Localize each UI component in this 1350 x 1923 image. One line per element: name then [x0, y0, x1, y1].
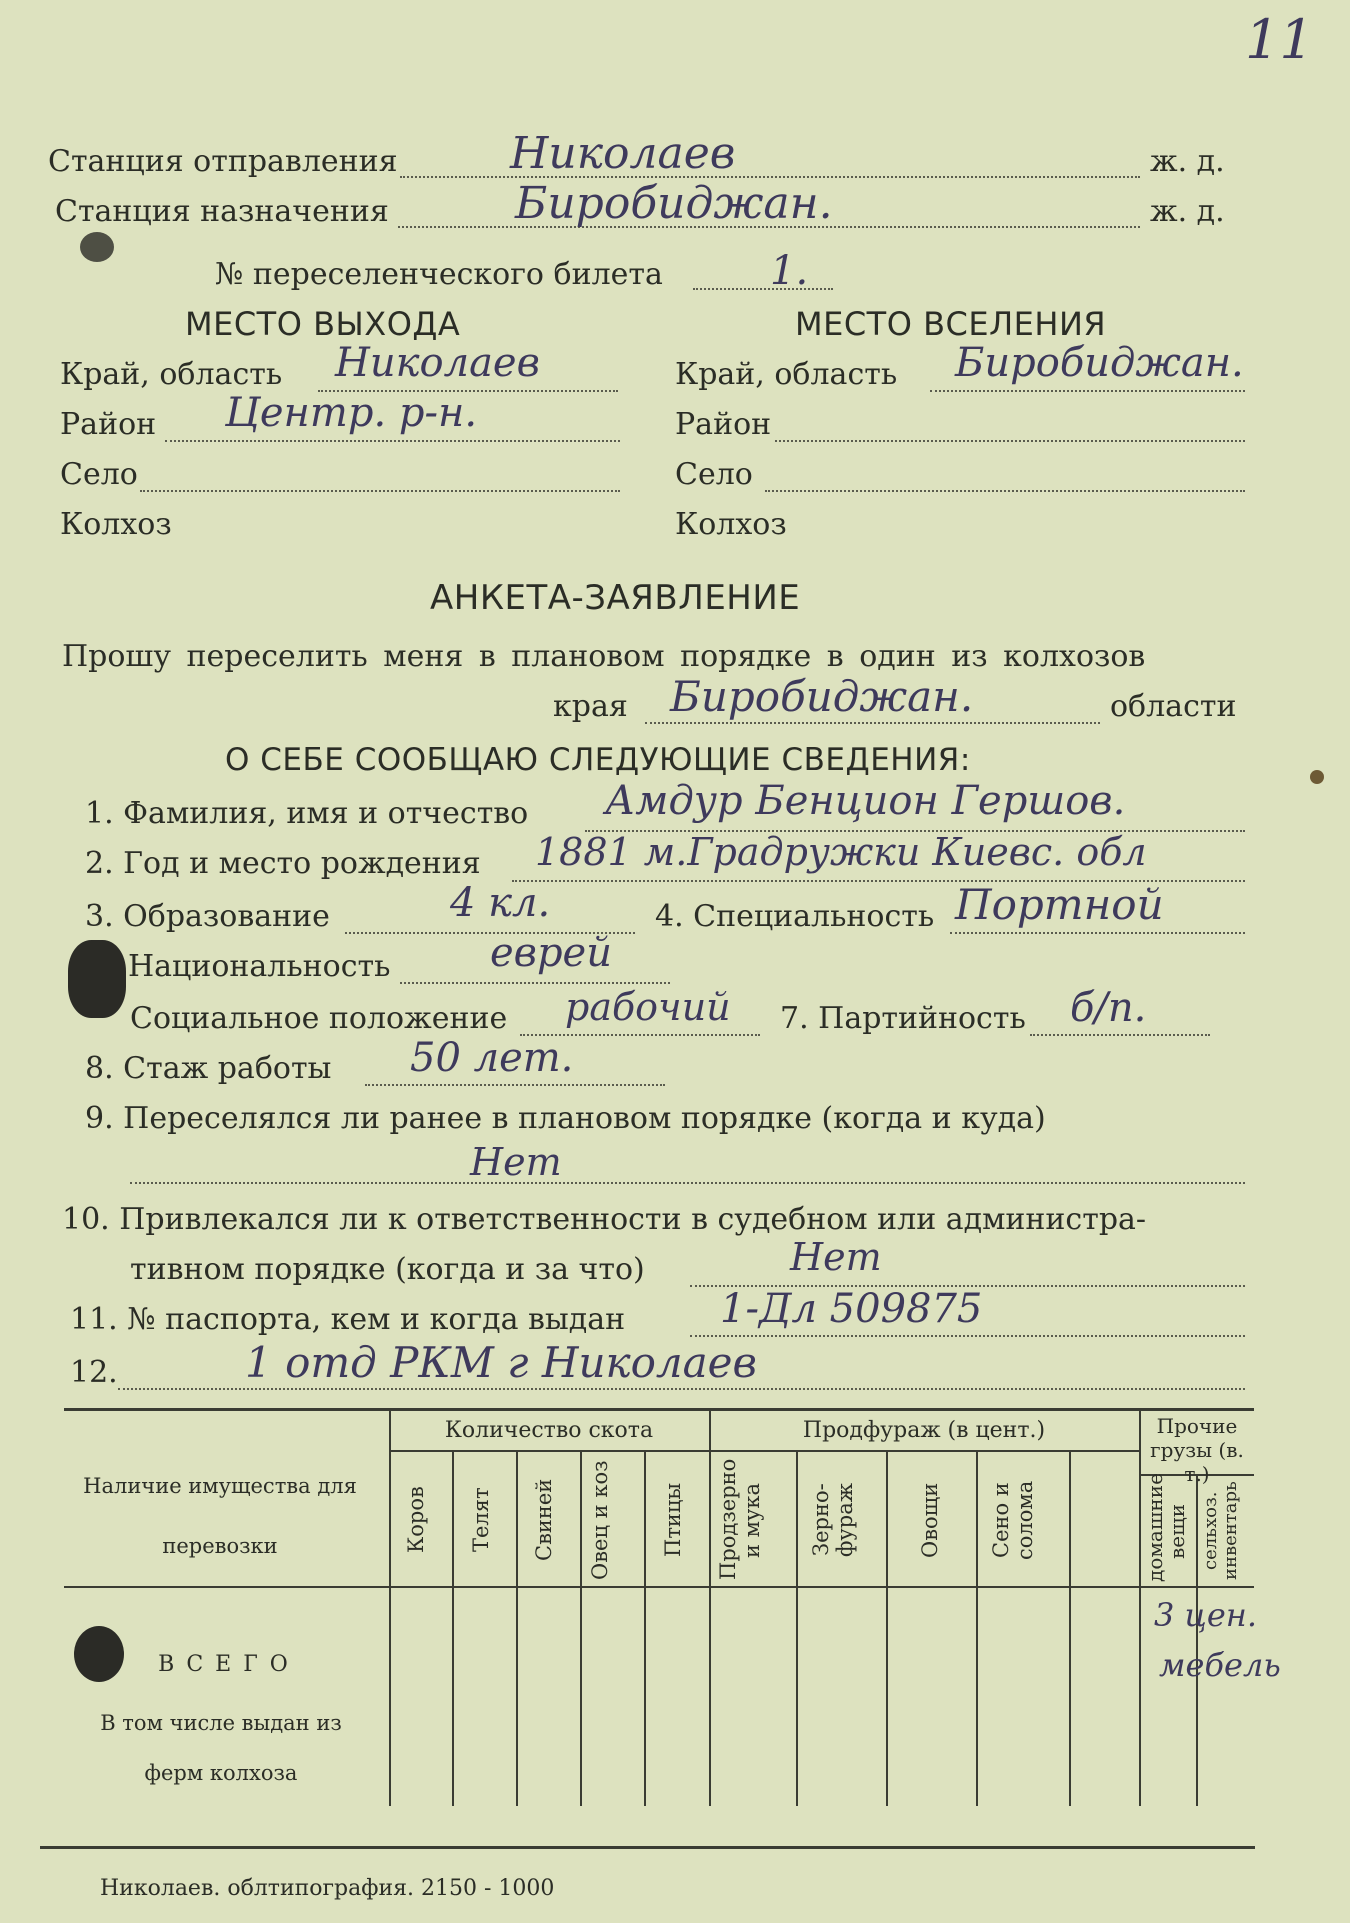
exit-village-line [140, 490, 620, 492]
kraya-value: Биробиджан. [670, 672, 974, 721]
field-9-line [130, 1182, 1245, 1184]
exit-region-label: Край, область [60, 357, 283, 392]
printer-line: Николаев. облтипография. 2150 - 1000 [100, 1876, 555, 1901]
oblasti-label: области [1110, 689, 1237, 724]
departure-label: Станция отправления [48, 144, 398, 179]
field-5-value: еврей [490, 930, 612, 976]
field-11-value: 1-Дл 509875 [720, 1286, 983, 1332]
field-5-line [400, 982, 670, 984]
destination-suffix: ж. д. [1150, 194, 1225, 229]
request-line: Прошу переселить меня в плановом порядке в один из колхозов [62, 639, 1146, 674]
col-grain-fodder: Зерно-фураж [809, 1482, 857, 1558]
table-vline-4 [580, 1450, 582, 1806]
table-group-rule-2 [709, 1450, 1139, 1452]
form-title: АНКЕТА-ЗАЯВЛЕНИЕ [430, 578, 801, 618]
col-calves: Телят [469, 1487, 493, 1553]
ticket-line [693, 288, 833, 290]
field-5-label: Национальность [128, 949, 391, 984]
info-title: О СЕБЕ СООБЩАЮ СЛЕДУЮЩИЕ СВЕДЕНИЯ: [225, 742, 971, 778]
field-9-value: Нет [470, 1140, 562, 1184]
settle-region-line [930, 390, 1245, 392]
field-8-line [365, 1084, 665, 1086]
total-label: ВСЕГО [158, 1652, 300, 1677]
col-grain-flour: Продзерно и мука [716, 1458, 764, 1580]
group-feed: Продфураж (в цент.) [802, 1418, 1046, 1443]
table-vline-6 [709, 1408, 711, 1806]
ticket-value: 1. [770, 248, 809, 294]
field-10-label-a: 10. Привлекался ли к ответственности в судебном или администра- [62, 1202, 1147, 1237]
table-vline-7 [796, 1450, 798, 1806]
settle-district-label: Район [675, 407, 772, 442]
exit-district-label: Район [60, 407, 157, 442]
field-11-line [690, 1335, 1245, 1337]
departure-value: Николаев [510, 128, 736, 179]
field-6-label: Социальное положение [130, 1001, 508, 1036]
kraya-label: края [553, 689, 628, 724]
table-vline-1 [389, 1408, 391, 1806]
settle-place-title: МЕСТО ВСЕЛЕНИЯ [795, 305, 1107, 343]
field-7-line [1030, 1034, 1210, 1036]
table-vline-10 [1069, 1450, 1071, 1806]
settle-district-line [775, 440, 1245, 442]
col-cows: Коров [404, 1486, 428, 1554]
field-4-value: Портной [955, 880, 1164, 929]
exit-district-value: Центр. р-н. [225, 390, 478, 436]
col-farm-tools: сельхоз. инвентарь [1200, 1481, 1241, 1581]
field-1-value: Амдур Бенцион Гершов. [605, 778, 1126, 824]
col-household: домашние вещи [1143, 1473, 1189, 1582]
exit-village-label: Село [60, 457, 138, 492]
field-2-label: 2. Год и место рождения [85, 846, 481, 881]
table-vline-12 [1196, 1474, 1198, 1806]
exit-region-value: Николаев [335, 340, 540, 386]
table-vline-2 [452, 1450, 454, 1806]
table-corner-label: Наличие имущества для перевозки [83, 1474, 357, 1558]
settle-village-line [765, 490, 1245, 492]
field-11-label: 11. № паспорта, кем и когда выдан [70, 1302, 626, 1337]
incl-label: В том числе выдан из ферм колхоза [100, 1711, 342, 1785]
field-4-label: 4. Специальность [655, 899, 935, 934]
exit-kolkhoz-label: Колхоз [60, 507, 172, 542]
settle-village-label: Село [675, 457, 753, 492]
field-12-line [118, 1388, 1245, 1390]
col-hay-straw: Сено и солома [989, 1480, 1037, 1560]
field-3-value: 4 кл. [450, 880, 551, 926]
page-number: 11 [1245, 8, 1314, 71]
bottom-rule [40, 1846, 1255, 1849]
exit-place-title: МЕСТО ВЫХОДА [185, 305, 461, 343]
field-10-label-b: тивном порядке (когда и за что) [130, 1252, 645, 1287]
kraya-line [645, 722, 1100, 724]
table-vline-9 [976, 1450, 978, 1806]
table-vline-3 [516, 1450, 518, 1806]
table-vline-8 [886, 1450, 888, 1806]
field-9-label: 9. Переселялся ли ранее в плановом порядке (когда и куда) [85, 1101, 1046, 1136]
field-10-value: Нет [790, 1235, 882, 1279]
settle-kolkhoz-label: Колхоз [675, 507, 787, 542]
field-12-value: 1 отд РКМ г Николаев [245, 1338, 757, 1387]
col-poultry: Птицы [661, 1482, 685, 1558]
field-2-value: 1881 м.Градружки Киевс. обл [535, 830, 1147, 874]
settle-region-label: Край, область [675, 357, 898, 392]
stain-dot [1310, 770, 1324, 784]
field-8-value: 50 лет. [410, 1035, 574, 1081]
group-other: Прочие грузы (в. т.) [1150, 1414, 1244, 1486]
table-header-rule [64, 1586, 1254, 1588]
col-vegetables: Овощи [918, 1482, 942, 1558]
table-top-rule [64, 1408, 1254, 1411]
punch-hole-3 [74, 1626, 124, 1682]
field-7-label: 7. Партийность [780, 1001, 1026, 1036]
col-pigs: Свиней [532, 1478, 556, 1562]
ticket-label: № переселенческого билета [215, 257, 663, 292]
settle-region-value: Биробиджан. [955, 340, 1244, 386]
group-livestock: Количество скота [444, 1418, 654, 1443]
field-7-value: б/п. [1070, 985, 1147, 1031]
departure-suffix: ж. д. [1150, 144, 1225, 179]
field-4-line [950, 932, 1245, 934]
exit-district-line [165, 440, 620, 442]
table-entry-2: мебель [1159, 1646, 1281, 1684]
field-8-label: 8. Стаж работы [85, 1051, 332, 1086]
punch-hole-2 [68, 940, 126, 1018]
field-6-value: рабочий [565, 985, 731, 1029]
field-3-label: 3. Образование [85, 899, 330, 934]
punch-hole-1 [80, 232, 114, 262]
col-sheep-goats: Овец и коз [588, 1460, 612, 1580]
field-1-label: 1. Фамилия, имя и отчество [85, 796, 529, 831]
table-group-rule-1 [389, 1450, 709, 1452]
destination-value: Биробиджан. [515, 178, 833, 229]
table-entry-1: 3 цен. [1154, 1596, 1258, 1634]
destination-label: Станция назначения [55, 194, 389, 229]
table-vline-5 [644, 1450, 646, 1806]
field-12-label: 12. [70, 1355, 118, 1390]
property-table [64, 1408, 1281, 1812]
